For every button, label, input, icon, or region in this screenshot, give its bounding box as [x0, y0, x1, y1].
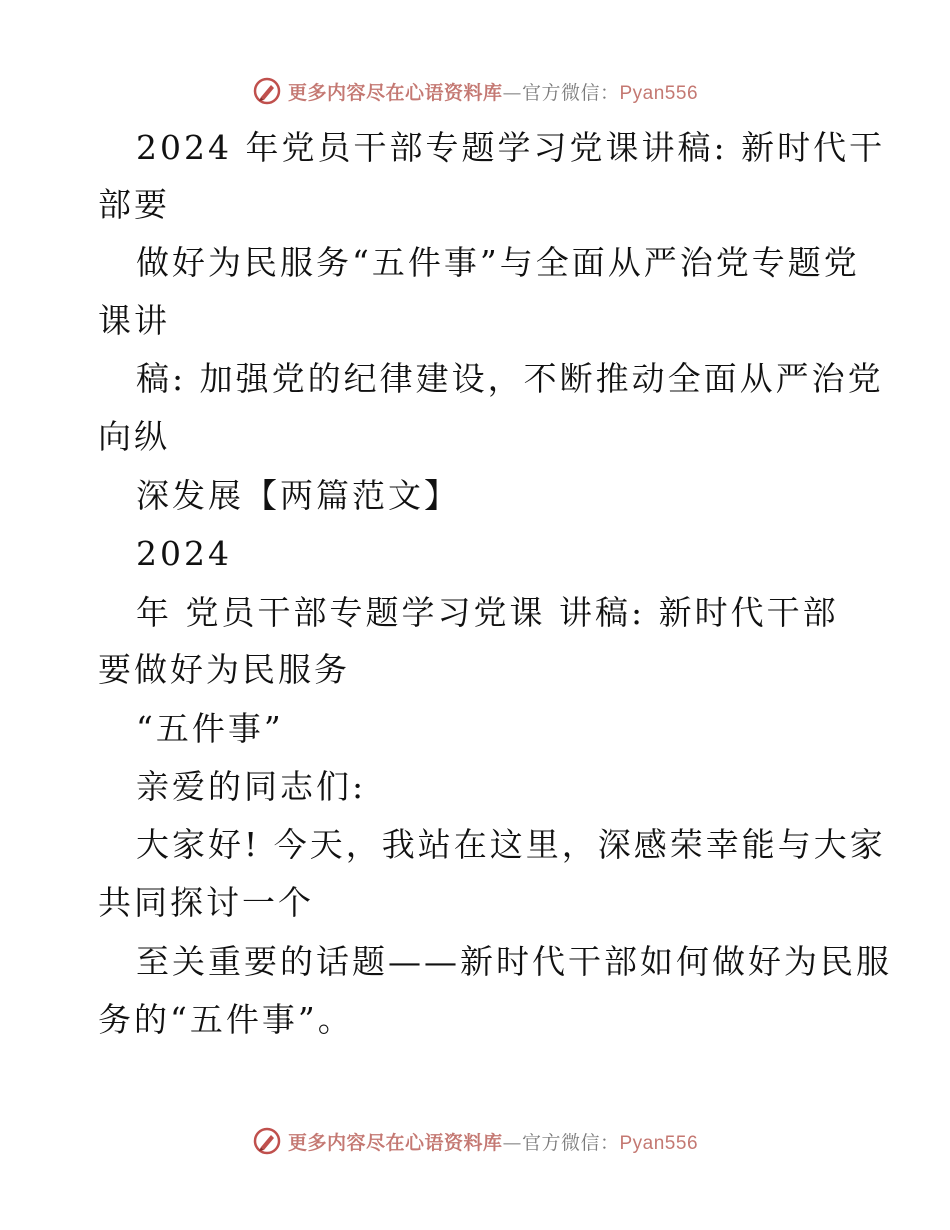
text-line: 向纵 [98, 417, 170, 456]
banner-dash: — [502, 1131, 522, 1154]
text-line: 共同探讨一个 [98, 883, 314, 922]
text-line: 亲爱的同志们: [136, 767, 367, 806]
banner-brand-text: 更多内容尽在心语资料库 [287, 81, 503, 104]
pen-logo-icon [252, 76, 282, 106]
text-line: 做好为民服务“五件事”与全面从严治党专题党 [136, 243, 860, 282]
text-line: 课讲 [98, 301, 170, 340]
text-line: 深发展【两篇范文】 [136, 476, 460, 515]
text-line: 稿: 加强党的纪律建设，不断推动全面从严治党 [136, 359, 884, 398]
text-line: 2024 年党员干部专题学习党课讲稿: 新时代干 [136, 128, 886, 167]
pen-logo-icon [252, 1126, 282, 1156]
banner-wechat-id: Pyan556 [619, 82, 699, 104]
text-line: 部要 [98, 185, 170, 224]
banner-wechat-id: Pyan556 [619, 1132, 699, 1154]
banner-official-label: 官方微信： [521, 81, 620, 104]
text-line: 要做好为民服务 [98, 650, 350, 689]
text-line: 2024 [136, 534, 232, 573]
text-line: 至关重要的话题——新时代干部如何做好为民服 [136, 942, 892, 981]
banner-brand-text: 更多内容尽在心语资料库 [287, 1131, 503, 1154]
text-line: 大家好! 今天，我站在这里，深感荣幸能与大家 [136, 825, 886, 864]
header-watermark-banner [0, 71, 950, 111]
text-line: 务的“五件事”。 [98, 1000, 354, 1039]
footer-watermark-banner [0, 1121, 950, 1161]
banner-dash: — [502, 81, 522, 104]
text-line: 年 党员干部专题学习党课 讲稿: 新时代干部 [136, 593, 839, 632]
banner-official-label: 官方微信： [521, 1131, 620, 1154]
text-line: “五件事” [136, 709, 284, 748]
